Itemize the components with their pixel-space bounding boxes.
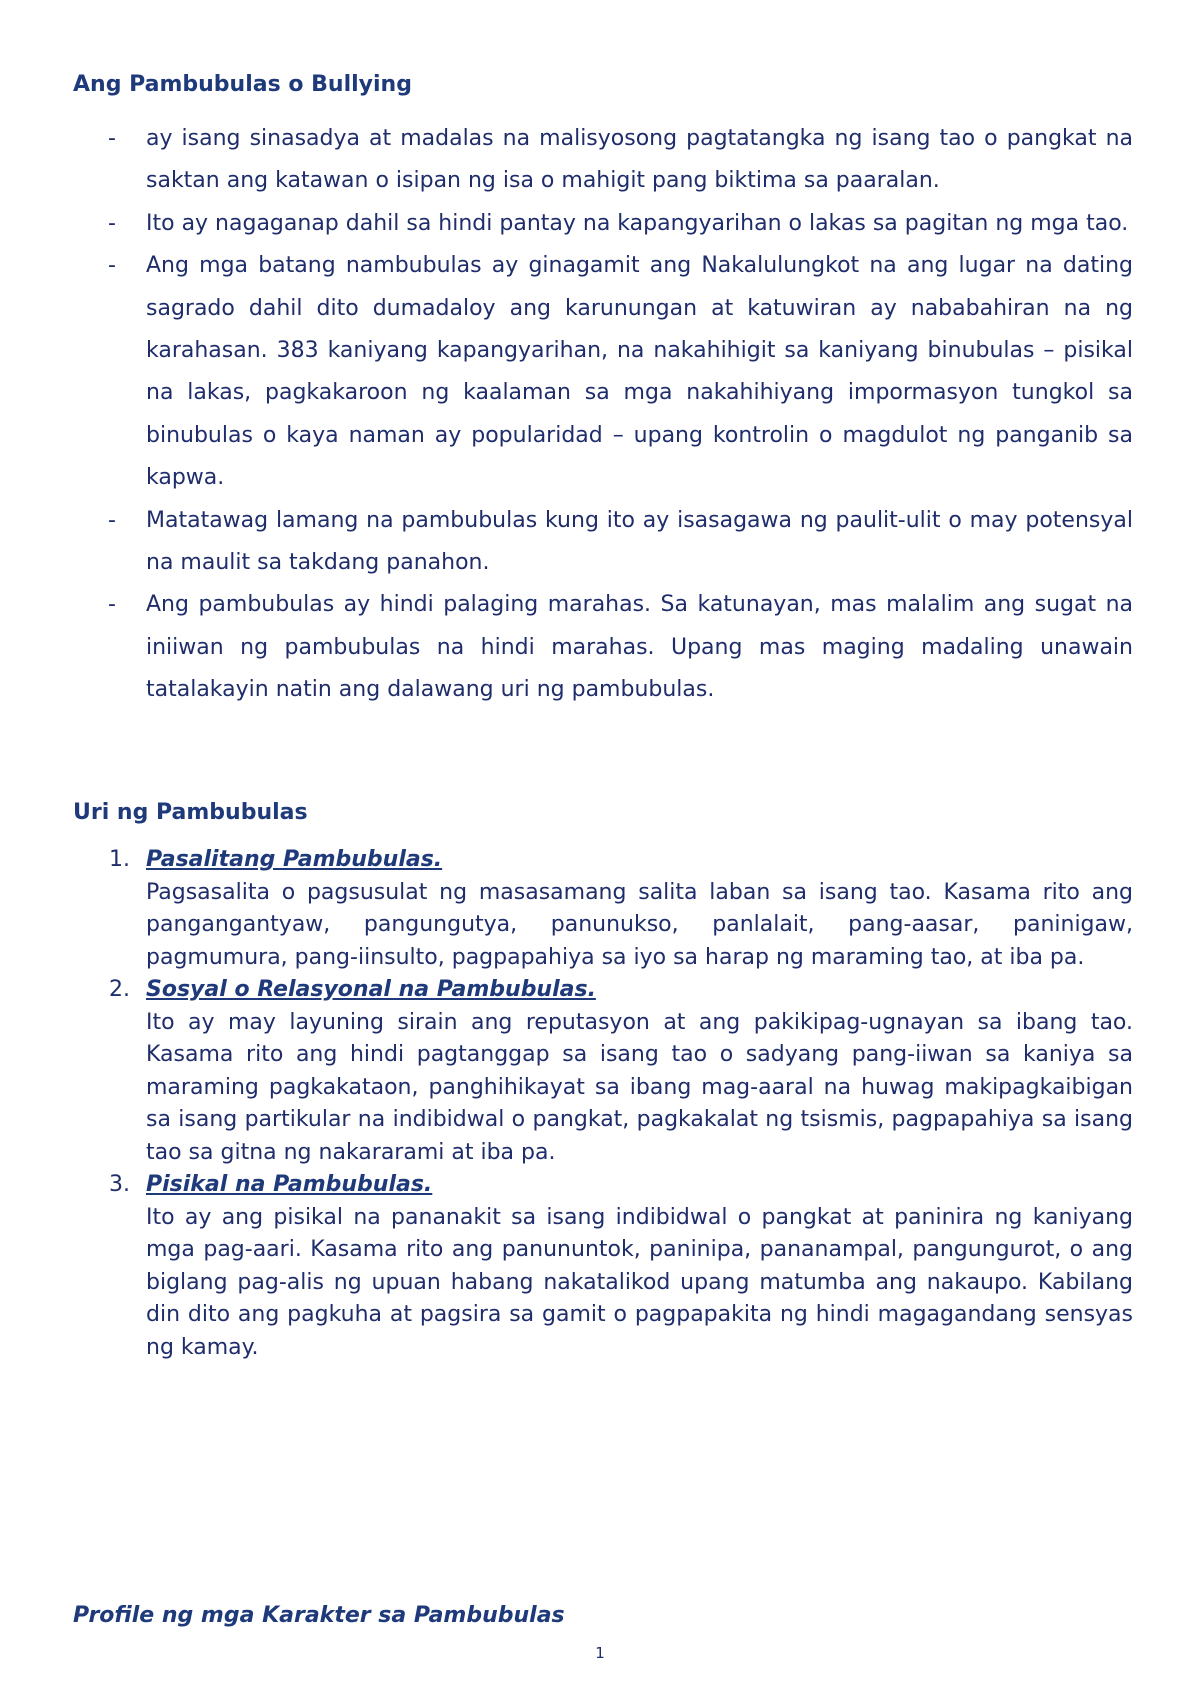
definition-list	[73, 118, 1133, 712]
type-number: 3.	[109, 1172, 130, 1197]
type-number: 2.	[109, 977, 130, 1002]
definition-text: Ang pambubulas ay hindi palaging marahas. Sa katunayan, mas malalim ang sugat na iniiwan ng pambubulas na hindi marahas. Upang mas maging madaling unawain tatalakayin natin ang dalawang uri ng pambubulas.	[146, 592, 1133, 703]
type-item	[73, 844, 1133, 974]
type-description: Ito ay may layuning sirain ang reputasyon at ang pakikipag-ugnayan sa ibang tao. Kasama rito ang hindi pagtanggap sa isang tao o sadyang pang-iiwan sa kaniya sa maraming pagkakataon, panghihikayat sa ibang mag-aaral na huwag makipagkaibigan sa isang partikular na indibidwal o pangkat, pagkakalat ng tsismis, pagpapahiya sa isang tao sa gitna ng nakararami at iba pa.	[146, 1009, 1133, 1165]
definition-item	[73, 245, 1133, 499]
definition-item	[73, 500, 1133, 585]
type-number: 1.	[109, 847, 130, 872]
definition-item	[73, 118, 1133, 203]
type-description: Ito ay ang pisikal na pananakit sa isang indibidwal o pangkat at paninira ng kaniyang mga pag-aari. Kasama rito ang panununtok, paninipa, pananampal, pangungurot, o ang biglang pag-alis ng upuan habang nakatalikod upang matumba ang nakaupo. Kabilang din dito ang pagkuha at pagsira sa gamit o pagpapakita ng hindi magagandang sensyas ng kamay.	[146, 1204, 1133, 1360]
types-heading: Uri ng Pambubulas	[73, 800, 308, 825]
types-list	[73, 844, 1133, 1364]
definition-text: ay isang sinasadya at madalas na malisyosong pagtatangka ng isang tao o pangkat na saktan ang katawan o isipan ng isa o mahigit pang biktima sa paaralan.	[146, 126, 1133, 194]
definition-text: Ito ay nagaganap dahil sa hindi pantay na kapangyarihan o lakas sa pagitan ng mga tao.	[146, 210, 1129, 236]
definition-item	[73, 584, 1133, 711]
type-title: Pisikal na Pambubulas.	[146, 1172, 433, 1197]
definition-text: Matatawag lamang na pambubulas kung ito ay isasagawa ng paulit-ulit o may potensyal na maulit sa takdang panahon.	[146, 507, 1133, 576]
bullet-dash: -	[108, 253, 116, 279]
definition-text: Ang mga batang nambubulas ay ginagamit ang Nakalulungkot na ang lugar na dating sagrado dahil dito dumadaloy ang karunungan at katuwiran ay nababahiran na ng karahasan. 383 kaniyang kapangyarihan, na nakahihigit sa kaniyang binubulas – pisikal na lakas, pagkakaroon ng kaalaman sa mga nakahihiyang impormasyon tungkol sa binubulas o kaya naman ay popularidad – upang kontrolin o magdulot ng panganib sa kapwa.	[146, 253, 1133, 491]
type-description: Pagsasalita o pagsusulat ng masasamang salita laban sa isang tao. Kasama rito ang pangangantyaw, pangungutya, panunukso, panlalait, pang-aasar, paninigaw, pagmumura, pang-iinsulto, pagpapahiya sa iyo sa harap ng maraming tao, at iba pa.	[146, 879, 1133, 970]
bullet-dash: -	[108, 126, 116, 151]
type-item	[73, 1169, 1133, 1364]
page-number: 1	[595, 1644, 605, 1662]
bullet-dash: -	[108, 210, 116, 236]
type-title: Pasalitang Pambubulas.	[146, 847, 443, 872]
bullet-dash: -	[108, 592, 116, 618]
definition-item	[73, 203, 1133, 245]
next-section-heading: Profile ng mga Karakter sa Pambubulas	[73, 1603, 565, 1628]
document-title: Ang Pambubulas o Bullying	[73, 72, 412, 97]
type-title: Sosyal o Relasyonal na Pambubulas.	[146, 977, 596, 1002]
bullet-dash: -	[108, 507, 116, 533]
type-item	[73, 974, 1133, 1169]
